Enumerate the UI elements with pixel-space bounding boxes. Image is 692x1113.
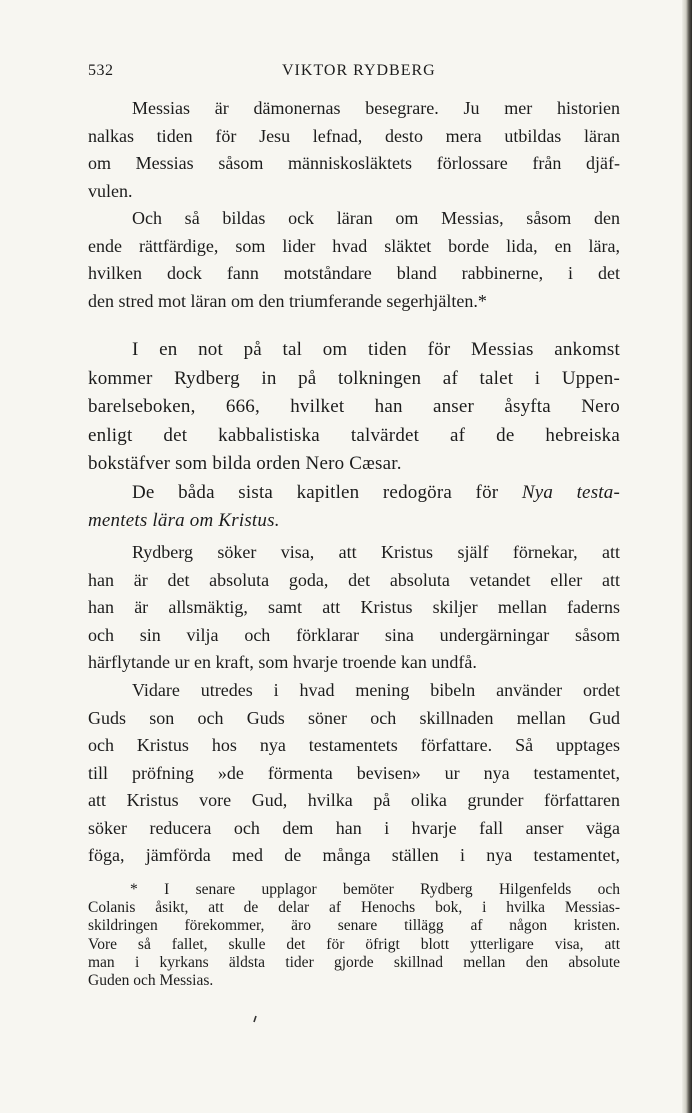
page-number: 532 (88, 62, 114, 79)
text-line: Guds son och Guds söner och skillnaden mellan Gud (88, 707, 620, 728)
text-line: föga, jämförda med de många ställen i nya testamentet, (88, 845, 620, 865)
text-line: Messias är dämonernas besegrare. Ju mer historien (132, 98, 620, 118)
footnote-line: man i kyrkans äldsta tider gjorde skillnad mellan den absolute (88, 953, 620, 971)
note-line: barelseboken, 666, hvilket han anser åsyfta Nero (88, 396, 620, 417)
footnote-line: Vore så fallet, skulle det för öfrigt blott ytterligare visa, att (88, 935, 620, 953)
running-head: VIKTOR RYDBERG (282, 62, 436, 79)
note-line: enligt det kabbalistiska talvärdet af de hebreiska (88, 424, 620, 446)
body-paragraph-4 (88, 677, 620, 870)
text-line: söker reducera och dem han i hvarje fall anser väga (88, 817, 620, 838)
text-line: nalkas tiden för Jesu lefnad, desto mera utbildas läran (88, 125, 620, 146)
note-line (88, 479, 620, 508)
body-paragraph-3 (88, 539, 620, 677)
page-header (88, 62, 608, 84)
text-line: Rydberg söker visa, att Kristus själf förnekar, att (132, 542, 620, 562)
text-line: att Kristus vore Gud, hvilka på olika grunder författaren (88, 790, 620, 810)
book-title-italic: mentets lära om Kristus. (88, 510, 280, 531)
note-line: kommer Rydberg in på tolkningen af talet i Uppen- (88, 367, 620, 389)
text-line: härflytande ur en kraft, som hvarje troende kan undfå. (88, 652, 477, 672)
text-line: Och så bildas ock läran om Messias, såsom den (132, 208, 620, 228)
book-title-italic: Nya testa- (521, 481, 620, 503)
body-paragraph-2 (88, 205, 620, 315)
text-line: den stred mot läran om den triumferande segerhjälten.* (88, 290, 487, 311)
footnote-line: * I senare upplagor bemöter Rydberg Hilgenfelds och (130, 881, 620, 898)
footnote-line: Colanis åsikt, att de delar af Henochs bok, i hvilka Messias- (88, 899, 620, 917)
page-edge-shadow (682, 0, 692, 1113)
text-line: han är det absoluta goda, det absoluta vetandet eller att (88, 569, 620, 590)
text-line: och Kristus hos nya testamentets författare. Så upptages (88, 735, 620, 755)
body-paragraph-1 (88, 95, 620, 205)
note-line: I en not på tal om tiden för Messias ankomst (132, 339, 620, 360)
text-line: han är allsmäktig, samt att Kristus skiljer mellan faderns (88, 597, 620, 617)
footnote-line: skildringen förekommer, äro senare tillägg af någon kristen. (88, 917, 620, 935)
text-line: vulen. (88, 180, 133, 201)
footnote (88, 881, 620, 990)
stray-ink-mark (252, 1012, 258, 1027)
footnote-line: Guden och Messias. (88, 971, 214, 989)
text-line: och sin vilja och förklarar sina undergärningar såsom (88, 624, 620, 645)
note-line: bokstäfver som bilda orden Nero Cæsar. (88, 453, 402, 474)
text-line: hvilken dock fann motståndare bland rabbinerne, i det (88, 263, 620, 283)
text-line: Vidare utredes i hvad mening bibeln använder ordet (132, 680, 620, 700)
note-text: De båda sista kapitlen redogöra för (132, 481, 499, 503)
text-line: om Messias såsom människosläktets förlossare från djäf- (88, 153, 620, 173)
text-line: ende rättfärdige, som lider hvad släktet borde lida, en lära, (88, 235, 620, 256)
editor-note (88, 336, 620, 536)
text-line: till pröfning »de förmenta bevisen» ur nya testamentet, (88, 762, 620, 783)
